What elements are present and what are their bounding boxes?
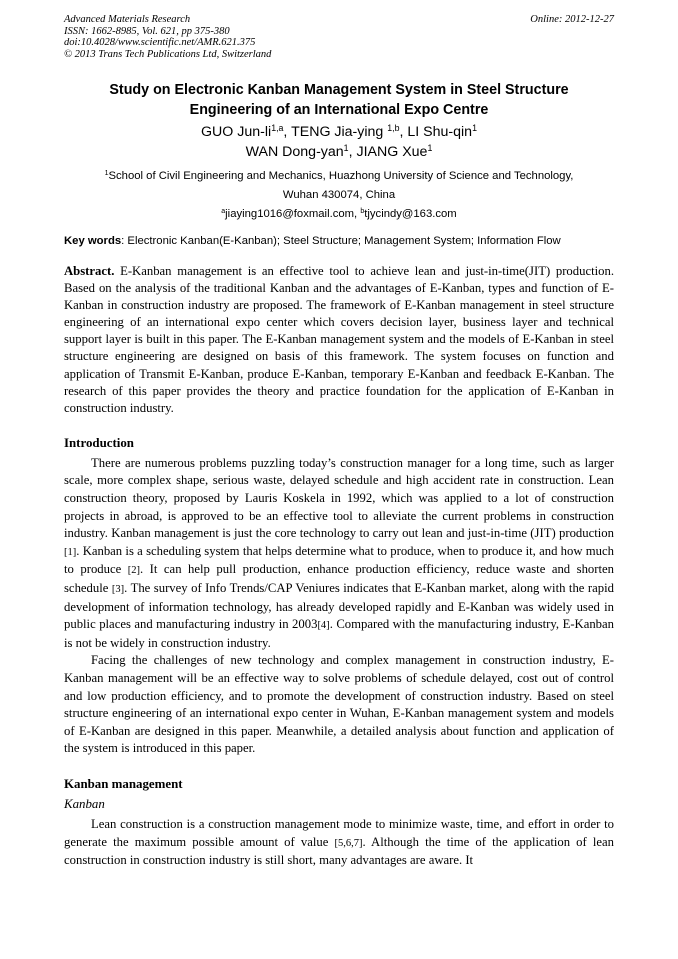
paper-page (64, 14, 614, 870)
paragraph-text: . Although the time of the application of lean construction in construction industry is still short, many advantages are aware. It (64, 834, 615, 868)
online-date: Online: 2012-12-27 (530, 14, 614, 25)
author-affil-sup: 1 (472, 123, 477, 134)
email-b[interactable]: tjycindy@163.com (364, 208, 457, 220)
paragraph-text: . The survey of Info Trends/CAP Veniures indicates that E-Kanban market, along with the rapid development of information technology, has already developed rapidly and E-Kanban was widely used in public places and manufacturing industry in 2003 (64, 581, 614, 632)
author-affil-sup: 1,b (387, 123, 400, 134)
author-separator: , (399, 124, 408, 140)
affiliation-sup: 1 (104, 170, 109, 178)
author-name: LI Shu-qin (407, 124, 473, 140)
intro-paragraph-2: Facing the challenges of new technology and complex management in construction industry, E-Kanban management will be an effective way to solve problems of schedule delayed, cost out of control and low production efficiency, and to promote the development of construction industry. Based on steel structure engineering of an international expo center in Wuhan, E-Kanban management system and models of E-Kanban are designed in this paper. Meanwhile, a detailed analysis about function and application of the system is introduced in this paper. (64, 653, 614, 756)
affiliation (64, 167, 614, 224)
abstract-label: Abstract. (64, 264, 115, 278)
paper-title (64, 80, 614, 120)
paragraph-text: . Kanban is a scheduling system that helps determine what to produce, when to produce it, and how much to produce (64, 543, 614, 577)
paragraph-text: Lean construction is a construction management mode to minimize waste, time, and effort in order to generate the maximum possible amount of value (64, 816, 614, 849)
author-name: TENG Jia-ying (291, 124, 388, 140)
abstract-text: E-Kanban management is an effective tool to achieve lean and just-in-time(JIT) production. Based on the analysis of the traditional Kanban and the advantages of E-Kanban, types and function of E-Kanban in construction industry are proposed. The framework of E-Kanban management in steel structure engineering of an international expo center which covers decision layer, business layer and technical support layer is built in this paper. The E-Kanban management system and the models of E-Kanban in steel structure engineering are designed on basis of this framework. The system focuses on function and application of Transmit E-Kanban, produce E-Kanban, temporary E-Kanban and feedback E-Kanban. The research of this paper provides the theory and practice foundation for the application of E-Kanban in construction industry. (64, 264, 614, 415)
journal-name: Advanced Materials Research (64, 14, 191, 25)
keywords (64, 234, 614, 249)
intro-paragraph-1 (64, 455, 614, 653)
title-line-2: Engineering of an International Expo Centre (189, 102, 489, 118)
author-affil-sup: 1 (343, 143, 349, 154)
affiliation-line-1 (64, 167, 614, 186)
keywords-label: Key words (64, 235, 122, 247)
author-name: WAN Dong-yan (245, 144, 344, 160)
author-affil-sup: 1,a (271, 123, 284, 134)
affiliation-text: School of Civil Engineering and Mechanics, Huazhong University of Science and Technology, (108, 170, 574, 182)
author-list (64, 122, 614, 162)
kanban-paragraph-1 (64, 816, 614, 870)
citation: [3] (111, 584, 125, 595)
email-sup: a (221, 208, 226, 216)
author-separator: , (348, 144, 357, 160)
paragraph-text: There are numerous problems puzzling today’s construction manager for a long time, such as larger scale, more complex shape, serious waste, delayed schedule and high accident rate in construction. Lean construction theory, proposed by Lauris Koskela in 1992, which was applied to a lot of construction projects in abroad, is approved to be an effective tool to alleviate the current problems in construction industry. Kanban management is just the core technology to carry out lean and just-in-time (JIT) production (64, 455, 614, 541)
citation: [1] (64, 546, 77, 558)
affiliation-line-2: Wuhan 430074, China (282, 189, 396, 201)
copyright-line: © 2013 Trans Tech Publications Ltd, Switzerland (64, 48, 272, 60)
citation: [2] (127, 565, 140, 577)
email-sup: b (360, 208, 365, 216)
issn-line: ISSN: 1662-8985, Vol. 621, pp 375-380 (64, 25, 230, 37)
section-heading-introduction: Introduction (64, 435, 134, 450)
authors-line-1 (64, 122, 614, 142)
abstract (64, 263, 614, 417)
author-name: JIANG Xue (356, 144, 428, 160)
keywords-text: : Electronic Kanban(E-Kanban); Steel Structure; Management System; Information Flow (121, 235, 561, 247)
section-heading-kanban-management: Kanban management (64, 776, 183, 791)
subsection-heading-kanban: Kanban (64, 796, 105, 811)
journal-header (64, 14, 614, 60)
citation: [5,6,7] (334, 837, 363, 849)
author-affil-sup: 1 (427, 143, 433, 154)
author-name: GUO Jun-li (201, 124, 272, 140)
author-separator: , (283, 124, 292, 140)
paragraph-text: . It can help pull production, enhance production efficiency, reduce waste and shorten schedule (64, 562, 614, 595)
citation: [4] (317, 620, 330, 632)
email-a[interactable]: jiaying1016@foxmail.com, (225, 208, 361, 220)
authors-line-2 (64, 142, 614, 162)
doi-line: doi:10.4028/www.scientific.net/AMR.621.375 (64, 37, 256, 48)
paragraph-text: . Compared with the manufacturing industry, E-Kanban is not be widely in construction industry. (64, 617, 614, 650)
author-emails (64, 205, 614, 224)
title-line-1: Study on Electronic Kanban Management System in Steel Structure (109, 82, 569, 98)
